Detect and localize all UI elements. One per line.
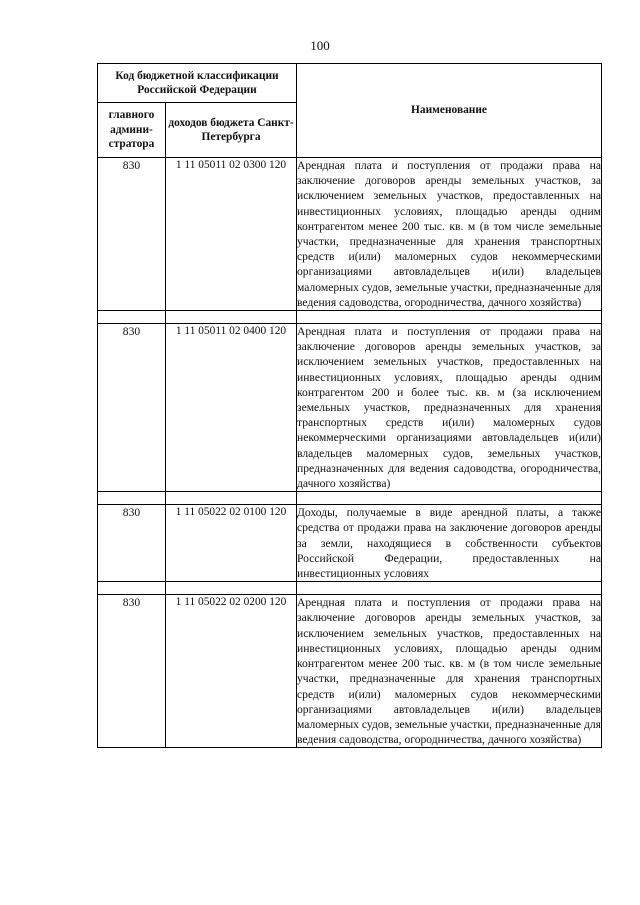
page-number: 100: [310, 38, 330, 53]
row-gap: [98, 582, 602, 595]
header-income: доходов бюджета Санкт-Петербурга: [166, 103, 297, 158]
admin-code: 830: [98, 505, 166, 582]
table-row: [98, 595, 602, 748]
row-gap: [98, 492, 602, 505]
income-name: Арендная плата и поступления от продажи права на заключение договоров аренды земельных участков, за исключением земельных участков, предоставленных на инвестиционных условиях, площадью аренды одним контрагентом 200 и более тыс. кв. м (за исключением земельных участков, предназначенных для хранения транспортных средств и(или) маломерных судов некоммерческими организациями автовладельцев и(или) владельцев маломерных судов, земельных участков, предназначенных для ведения садоводства, огородничества, дачного хозяйства): [297, 325, 601, 491]
admin-code: 830: [98, 324, 166, 492]
income-name: Доходы, получаемые в виде арендной платы, а также средства от продажи права на заключение договоров аренды за земли, находящиеся в собственности субъектов Российской Федерации, предоставленных на инвестиционных условиях: [297, 506, 601, 581]
budget-classification-table: [97, 63, 602, 748]
header-name: Наименование: [297, 64, 602, 158]
income-code: 1 11 05022 02 0100 120: [166, 505, 297, 582]
admin-code: 830: [98, 595, 166, 748]
income-name: Арендная плата и поступления от продажи права на заключение договоров аренды земельных участков, за исключением земельных участков, предоставленных на инвестиционных условиях, площадью аренды одним контрагентом менее 200 тыс. кв. м (в том числе земельные участки, предназначенные для хранения транспортных средств и(или) маломерных судов некоммерческими организациями автовладельцев и(или) владельцев маломерных судов, земельные участки, предназначенные для ведения садоводства, огородничества, дачного хозяйства): [297, 596, 601, 747]
header-admin: главного админи-стратора: [98, 103, 166, 158]
admin-code: 830: [98, 158, 166, 311]
row-gap: [98, 311, 602, 324]
income-code: 1 11 05011 02 0400 120: [166, 324, 297, 492]
income-code: 1 11 05011 02 0300 120: [166, 158, 297, 311]
table-row: [98, 324, 602, 492]
table-row: [98, 158, 602, 311]
income-code: 1 11 05022 02 0200 120: [166, 595, 297, 748]
table-row: [98, 505, 602, 582]
header-group-title: Код бюджетной классификации Российской Федерации: [98, 64, 297, 103]
income-name: Арендная плата и поступления от продажи права на заключение договоров аренды земельных участков, за исключением земельных участков, предоставленных на инвестиционных условиях, площадью аренды одним контрагентом менее 200 тыс. кв. м (в том числе земельные участки, предназначенные для хранения транспортных средств и(или) маломерных судов некоммерческими организациями автовладельцев и(или) владельцев маломерных судов, земельные участки, предназначенные для ведения садоводства, огородничества, дачного хозяйства): [297, 159, 601, 309]
